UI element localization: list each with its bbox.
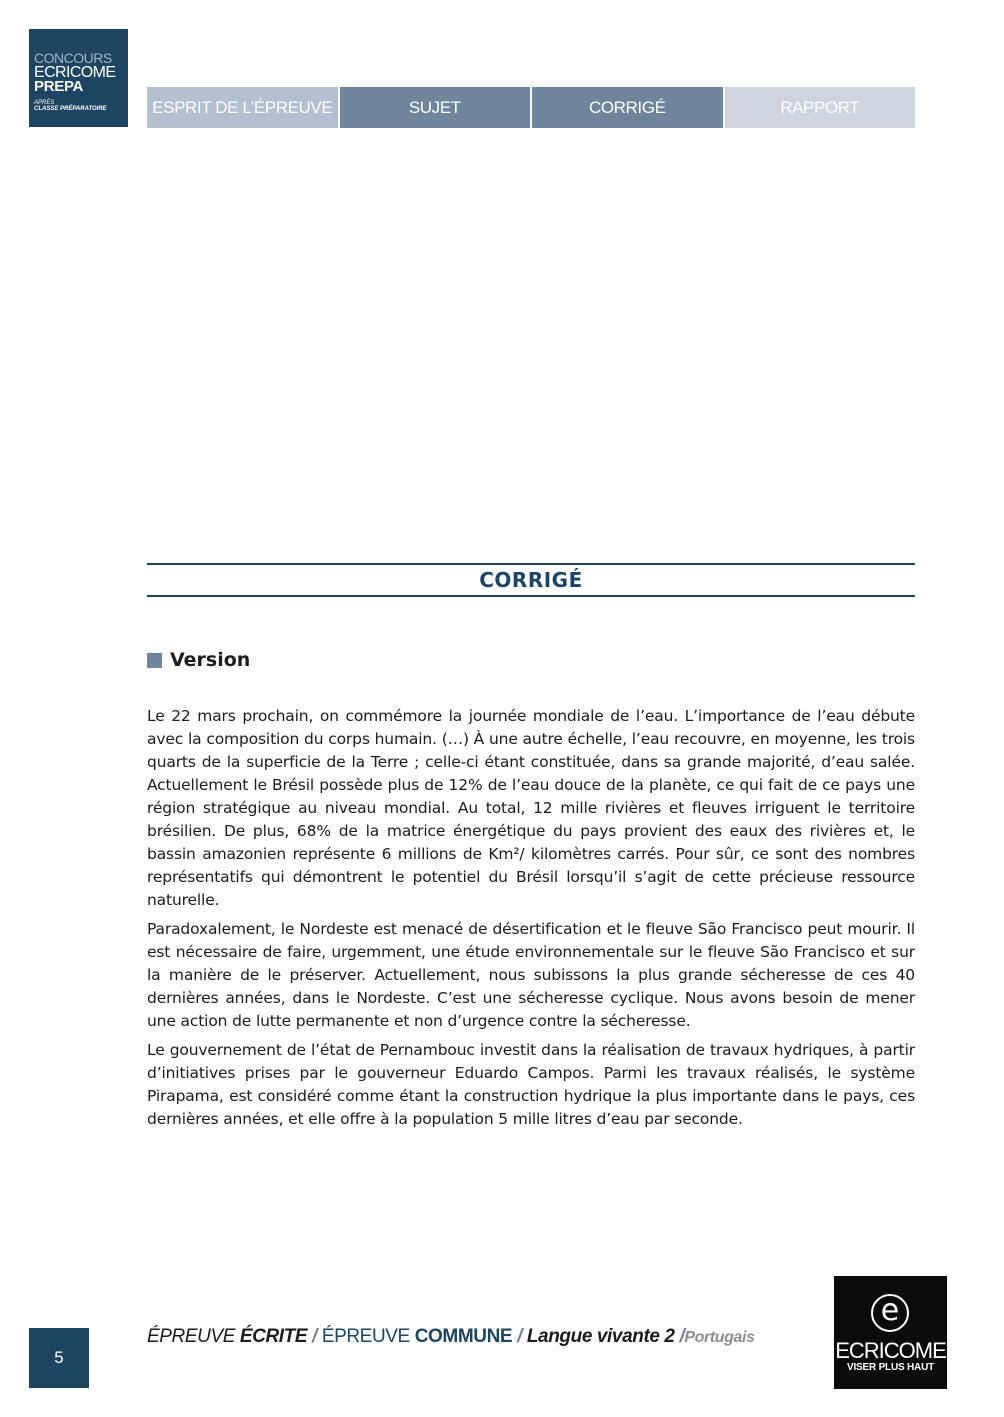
tab-esprit[interactable]: ESPRIT DE L’ÉPREUVE bbox=[147, 87, 338, 128]
square-bullet-icon bbox=[147, 653, 162, 668]
footer-epreuve: ÉPREUVE bbox=[147, 1326, 240, 1347]
footer-sep: / bbox=[512, 1326, 527, 1347]
footer-langue: Langue vivante 2 bbox=[526, 1326, 675, 1347]
footer-ecrite: ÉCRITE bbox=[239, 1326, 308, 1347]
brand-name: ECRICOME bbox=[835, 1338, 946, 1363]
footer-commune: COMMUNE bbox=[414, 1326, 513, 1347]
logo-line-classe: CLASSE PRÉPARATOIRE bbox=[34, 106, 107, 112]
version-text bbox=[147, 705, 915, 1137]
footer-sep: / bbox=[674, 1326, 685, 1347]
tab-corrige[interactable]: CORRIGÉ bbox=[532, 87, 723, 128]
logo-line-apres: APRÈS bbox=[34, 100, 55, 106]
section-heading bbox=[147, 563, 915, 597]
footer-portugais: Portugais bbox=[684, 1329, 755, 1346]
section-tabs bbox=[147, 87, 915, 128]
brand-tagline: VISER PLUS HAUT bbox=[846, 1362, 934, 1373]
e-circle-icon bbox=[871, 1294, 909, 1332]
paragraph: Le gouvernement de l’état de Pernambouc investit dans la réalisation de travaux hydriques, à partir d’initiatives prises par le gouverneur Eduardo Campos. Parmi les travaux réalisés, le système Pirapama, est considéré comme étant la construction hydrique la plus importante dans le pays, ces dernières années, et elle offre à la population 5 mille litres d’eau par seconde. bbox=[147, 1041, 915, 1128]
subsection-heading bbox=[147, 649, 250, 671]
brand-letter: e bbox=[880, 1293, 900, 1328]
tab-sujet[interactable]: SUJET bbox=[340, 87, 531, 128]
subsection-title: Version bbox=[170, 649, 251, 671]
ecricome-brand-logo bbox=[834, 1276, 947, 1389]
tab-rapport[interactable]: RAPPORT bbox=[725, 87, 916, 128]
logo-line-prepa: PREPA bbox=[34, 78, 84, 95]
paragraph: Paradoxalement, le Nordeste est menacé de désertification et le fleuve São Francisco peut mourir. Il est nécessaire de faire, urgemment, une étude environnementale sur le fleuve São Francisco et sur la manière de le préserver. Actuellement, nous subissons la plus grande sécheresse de ces 40 dernières années, dans le Nordeste. C’est une sécheresse cyclique. Nous avons besoin de mener une action de lutte permanente et non d’urgence contre la sécheresse. bbox=[147, 920, 915, 1030]
logo-line-concours: CONCOURS bbox=[34, 50, 112, 66]
page-number: 5 bbox=[29, 1328, 89, 1388]
footer-exam-info bbox=[147, 1326, 755, 1352]
footer-epreuve-2: ÉPREUVE bbox=[321, 1326, 415, 1347]
footer-sep: / bbox=[307, 1326, 322, 1347]
logo-line-ecricome: ECRICOME bbox=[34, 64, 116, 81]
paragraph: Le 22 mars prochain, on commémore la journée mondiale de l’eau. L’importance de l’eau débute avec la composition du corps humain. (…) À une autre échelle, l’eau recouvre, en moyenne, les trois quarts de la superficie de la Terre ; celle-ci étant constituée, dans sa grande majorité, d’eau salée. Actuellement le Brésil possède plus de 12% de l’eau douce de la planète, ce qui fait de ce pays une région stratégique au niveau mondial. Au total, 12 mille rivières et fleuves irriguent le territoire brésilien. De plus, 68% de la matrice énergétique du pays provient des eaux des rivières et, le bassin amazonien représente 6 millions de Km²/ kilomètres carrés. Pour sûr, ce sont des nombres représentatifs qui démontrent le potentiel du Brésil lorsqu’il s’agit de cette précieuse ressource naturelle. bbox=[147, 707, 915, 909]
concours-logo bbox=[29, 29, 128, 127]
section-title: CORRIGÉ bbox=[479, 568, 583, 592]
